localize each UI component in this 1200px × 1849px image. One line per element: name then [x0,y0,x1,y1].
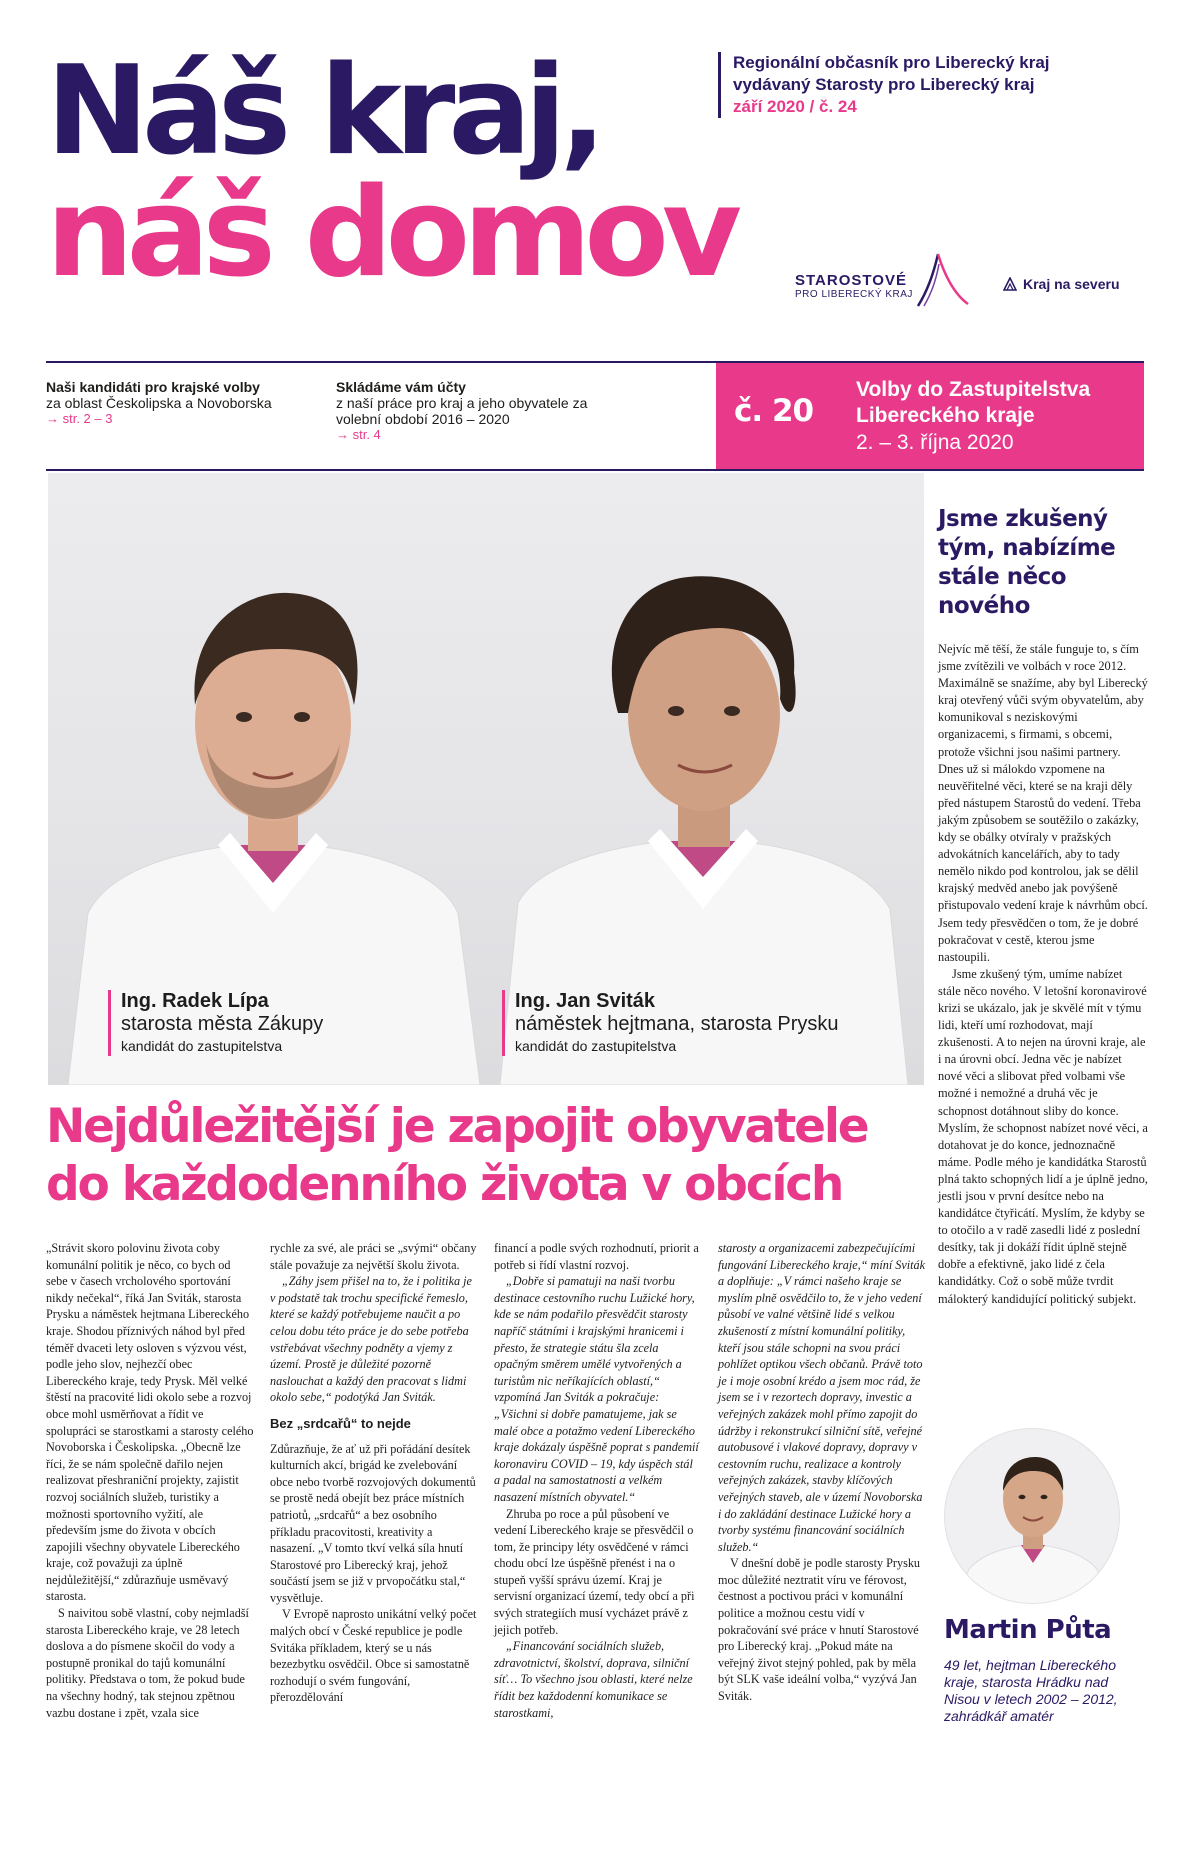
election-date: 2. – 3. října 2020 [856,431,1014,454]
sidebar-text [938,641,1148,1308]
article-paragraph: S naivitou sobě vlastní, coby nejmladší starosta Libereckého kraje, ve 28 letech doslova a do písmene skočil do vody a postupně pronikal do tajů komunální politiky. Představa o tom, že pokud bude na všechny hodný, tak stejnou zpětnou vazbu dostane i zpět, vzala sice [46,1606,249,1720]
article-paragraph: V Evropě naprosto unikátní velký počet malých obcí v České republice je podle Svitáka příkladem, který se u nás bezezbytku osvědčil. Obce si samostatně rozhodují o svém fungování, přerozdělování [270,1607,477,1705]
article-paragraph: V dnešní době je podle starosty Prysku moc důležité neztratit víru ve férovost, čestnost a poctivou práci v komunální politice a možnou cestu vidí v pokračování své práce v hnutí Starostové pro Liberecký kraj. „Pokud máte na veřejný život stejný pohled, pak by měla být SLK vaše ideální volba,“ vyzývá Jan Sviták. [718,1556,921,1704]
kraj-logo-label: Kraj na severu [1023,276,1120,292]
person-name: Martin Půta [944,1615,1112,1645]
main-article [46,1240,926,1721]
article-column-1 [46,1240,254,1721]
issue-date: září 2020 / č. 24 [733,97,857,116]
teaser-title: Skládáme vám účty [336,379,466,395]
teaser-title: Naši kandidáti pro krajské volby [46,379,260,395]
tagline-line1: Regionální občasník pro Liberecký kraj [733,53,1050,72]
header-strip [46,361,1144,471]
article-paragraph: Zdůrazňuje, že ať už při pořádání desítek kulturních akcí, brigád ke zvelebování obce nebo tvorbě rozvojových dokumentů se prostě nedá obejít bez práce místních patriotů, „srdcařů“ a bez osobního příkladu pracovitosti, kreativity a nasazení. „V tomto tkví velká síla hnutí Starostové pro Liberecký kraj, jehož součástí jsem se již v prvopočátku stal,“ vysvětluje. [270,1441,476,1605]
headline-line1: Nejdůležitější je zapojit obyvatele [46,1099,868,1154]
caption-candidate: kandidát do zastupitelstva [515,1038,677,1054]
caption-jan-svitak [502,990,838,1056]
portrait-illustration [945,1429,1120,1604]
article-paragraph: „Záhy jsem přišel na to, že i politika je v podstatě tak trochu specifické řemeslo, které se každý potřebujeme naučit a po celou dobu této práce je do sebe potřeba vstřebávat všechny podněty a vjemy z území. Prostě je důležité pozorně naslouchat a každý den pracovat s lidmi okolo sebe,“ podotýká Jan Sviták. [270,1274,472,1405]
article-column-2 [270,1240,478,1721]
starostove-logo-subtitle: PRO LIBERECKÝ KRAJ [795,289,913,300]
sidebar-paragraph: Jsme zkušený tým, umíme nabízet stále něco nového. V letošní koronavirové krizi se ukázalo, jak je skvělé mít v týmu lidi, kteří umí rozhodovat, mají zkušenosti. A to nejen na úrovni kraje, ale i na úrovni obcí. Jedna věc je nabízet nové věci a slibovat před volbami vše možné i nemožné a druhá věc je schopnost dotáhnout sliby do konce. Myslím, že schopnost nabízet nové věci, a dotahovat je do konce, jednoznačně máme. Podle mého je kandidátka Starostů plná takto schopných lidí a je úplně jedno, jestli jsou v první desítce nebo na kandidátce čtyřicátí. Myslím, že kdyby se to otočilo a v radě zasedli lidé z poslední desítky, tak ji dokáží řídit úplně stejně dobře a efektivně, jako lidé z čela kandidátky. Což o sobě může tvrdit málokterý kandidující politický subjekt. [938,966,1148,1306]
teaser-body: z naší práce pro kraj a jeho obyvatele za volební období 2016 – 2020 [336,395,588,427]
sidebar-interview [938,473,1148,1308]
caption-role: starosta města Zákupy [121,1013,324,1035]
masthead-title-line1: Náš kraj, [46,40,600,183]
teaser-candidates[interactable] [46,379,306,427]
sidebar-paragraph: Nejvíc mě těší, že stále funguje to, s čím jsme zvítězili ve volbách v roce 2012. Maximálně se snažíme, aby byl Liberecký kraj otevřený vůči svým obyvatelům, aby komunikoval s neziskovými organizacemi, s firmami, s obcemi, protože všichni jsou našimi partnery. Dnes už si málokdo vzpomene na neuvěřitelné věci, které se na kraji děly před nástupem Starostů do vedení. Třeba jakým způsobem se soutěžilo o zakázky, kdy se obálky otvíraly v pražských advokátních kancelářích, aby to tady nemělo nikdo pod kontrolou, jak se dělil krajský medvěd anebo jak povýšeně přistupovalo vedení kraje k návrhům obcí. Jsem tedy přesvědčen o tom, že je dobré pokračovat v cestě, kterou jsme nastoupili. [938,642,1148,964]
starostove-logo-title: STAROSTOVÉ [795,272,907,289]
main-headline [46,1098,926,1214]
person-description: 49 let, hejtman Libereckého kraje, starosta Hrádku nad Nisou v letech 2002 – 2012, zahrádkář amatér [944,1657,1118,1724]
article-column-3 [494,1240,702,1721]
tagline-line2: vydávaný Starosty pro Liberecký kraj [733,75,1035,94]
election-title-line1: Volby do Zastupitelstva [856,378,1091,401]
article-paragraph: „Strávit skoro polovinu života coby komunální politik je něco, co bych od sebe v časech vrcholového sportování nikdy nečekal“, říká Jan Sviták, starosta Prysku a náměstek hejtmana Libereckého kraje. Shodou příznivých náhod byl před téměř dvaceti lety osloven s výzvou vést, podle jeho slov, nejhezčí obec Libereckého kraje, tedy Prysk. Měl velké štěstí na pracovité lidi okolo sebe a rozvoj obce mohl usměrňovat a řídit ve spolupráci se starostkami a starosty celého Novoborska i Českolipska. „Obecně lze říci, že se nám společně dařilo nejen realizovat přeshraniční projekty, zajistit rozvoj sociálních služeb, turistiky a možnosti sportovního vyžití, ale především jsme do života v obcích zapojili všechny obyvatele Libereckého kraje, což považuji za úplně nejdůležitější,“ zdůrazňuje usměvavý starosta. [46,1241,254,1604]
caption-candidate: kandidát do zastupitelstva [121,1038,283,1054]
article-column-4 [718,1240,926,1721]
headline-line2: do každodenního života v obcích [46,1157,843,1212]
teaser-accounts[interactable] [336,379,596,443]
article-subheading: Bez „srdcařů“ to nejde [270,1415,411,1431]
article-paragraph: „Financování sociálních služeb, zdravotnictví, školství, doprava, silniční síť… To všechno jsou oblasti, které nelze řídit bez každodenní komunikace se starostkami, [494,1639,693,1720]
caption-radek-lipa [108,990,323,1056]
caption-name: Ing. Radek Lípa [121,990,269,1012]
masthead-tagline [718,52,1158,118]
article-paragraph: „Dobře si pamatuji na naši tvorbu destinace cestovního ruchu Lužické hory, kde se nám podařilo přesvědčit starosty napříč státními i krajskými hranicemi i přesto, že strategie státu šla zcela opačným směrem umělé vytvořených a turistům nic neříkajících oblastí,“ vzpomíná Jan Sviták a pokračuje: „Všichni si dobře pamatujeme, jak se malé obce a potažmo vedení Libereckého kraje dokázaly úspěšně poprat s pandemií koronaviru COVID – 19, kdy úspěch stál a padal na samostatnosti a velkém nasazení místních obyvatel.“ [494,1274,699,1504]
kraj-logo-icon [1003,277,1017,291]
caption-role: náměstek hejtmana, starosta Prysku [515,1013,839,1035]
masthead-title-line2: náš domov [46,162,735,305]
kraj-na-severu-logo [1003,276,1120,292]
sidebar-title: Jsme zkušený tým, nabízíme stále něco nového [938,506,1116,619]
starostove-logo [795,273,913,300]
election-title-line2: Libereckého kraje [856,404,1035,427]
article-paragraph: Zhruba po roce a půl působení ve vedení Libereckého kraje se přesvědčil o tom, že principy léty osvědčené v rámci chodu obcí lze úspěšně přenést i na o stupeň vyšší správu území. Kraj je servisní organizací území, tedy obcí a při svých strategiích musí vycházet právě z jejich potřeb. [494,1506,695,1637]
article-paragraph: financí a podle svých rozhodnutí, priorit a potřeb si řídí vlastní rozvoj. [494,1241,699,1272]
martin-puta-portrait [944,1428,1120,1604]
caption-name: Ing. Jan Sviták [515,990,656,1012]
masthead [46,40,746,305]
teaser-body: za oblast Českolipska a Novoborska [46,395,272,411]
mountain-icon [910,250,970,310]
candidate-number: č. 20 [734,393,814,429]
teaser-page-link[interactable]: → str. 4 [336,427,381,442]
election-box [716,363,1144,469]
article-paragraph: rychle za své, ale práci se „svými“ občany stále považuje za největší školu života. [270,1241,477,1272]
publisher-logos [795,250,1175,310]
teaser-page-link[interactable]: → str. 2 – 3 [46,411,113,426]
article-paragraph: starosty a organizacemi zabezpečujícími fungování Libereckého kraje,“ míní Sviták a doplňuje: „V rámci našeho kraje se myslím plně osvědčilo to, že v jeho vedení působí ve valné většině lidé s velkou zkušeností z místní komunální politiky, kteří jsou stále schopni na svou práci pohlížet optikou všech občanů. Právě toto je i moje osobní krédo a jsem moc rád, že jsem se i v rezortech dopravy, investic a veřejných zakázek mohl přímo zapojit do údržby i rekonstrukcí silniční sítě, veřejné autobusové i vlakové dopravy, dopravy v cestovním ruchu, realizace a kontroly veřejných zakázek, stavby klíčových veřejných staveb, ale v území Novoborska i do zakládání destinace Lužické hory a tvorby systému financování sociálních služeb.“ [718,1241,926,1554]
